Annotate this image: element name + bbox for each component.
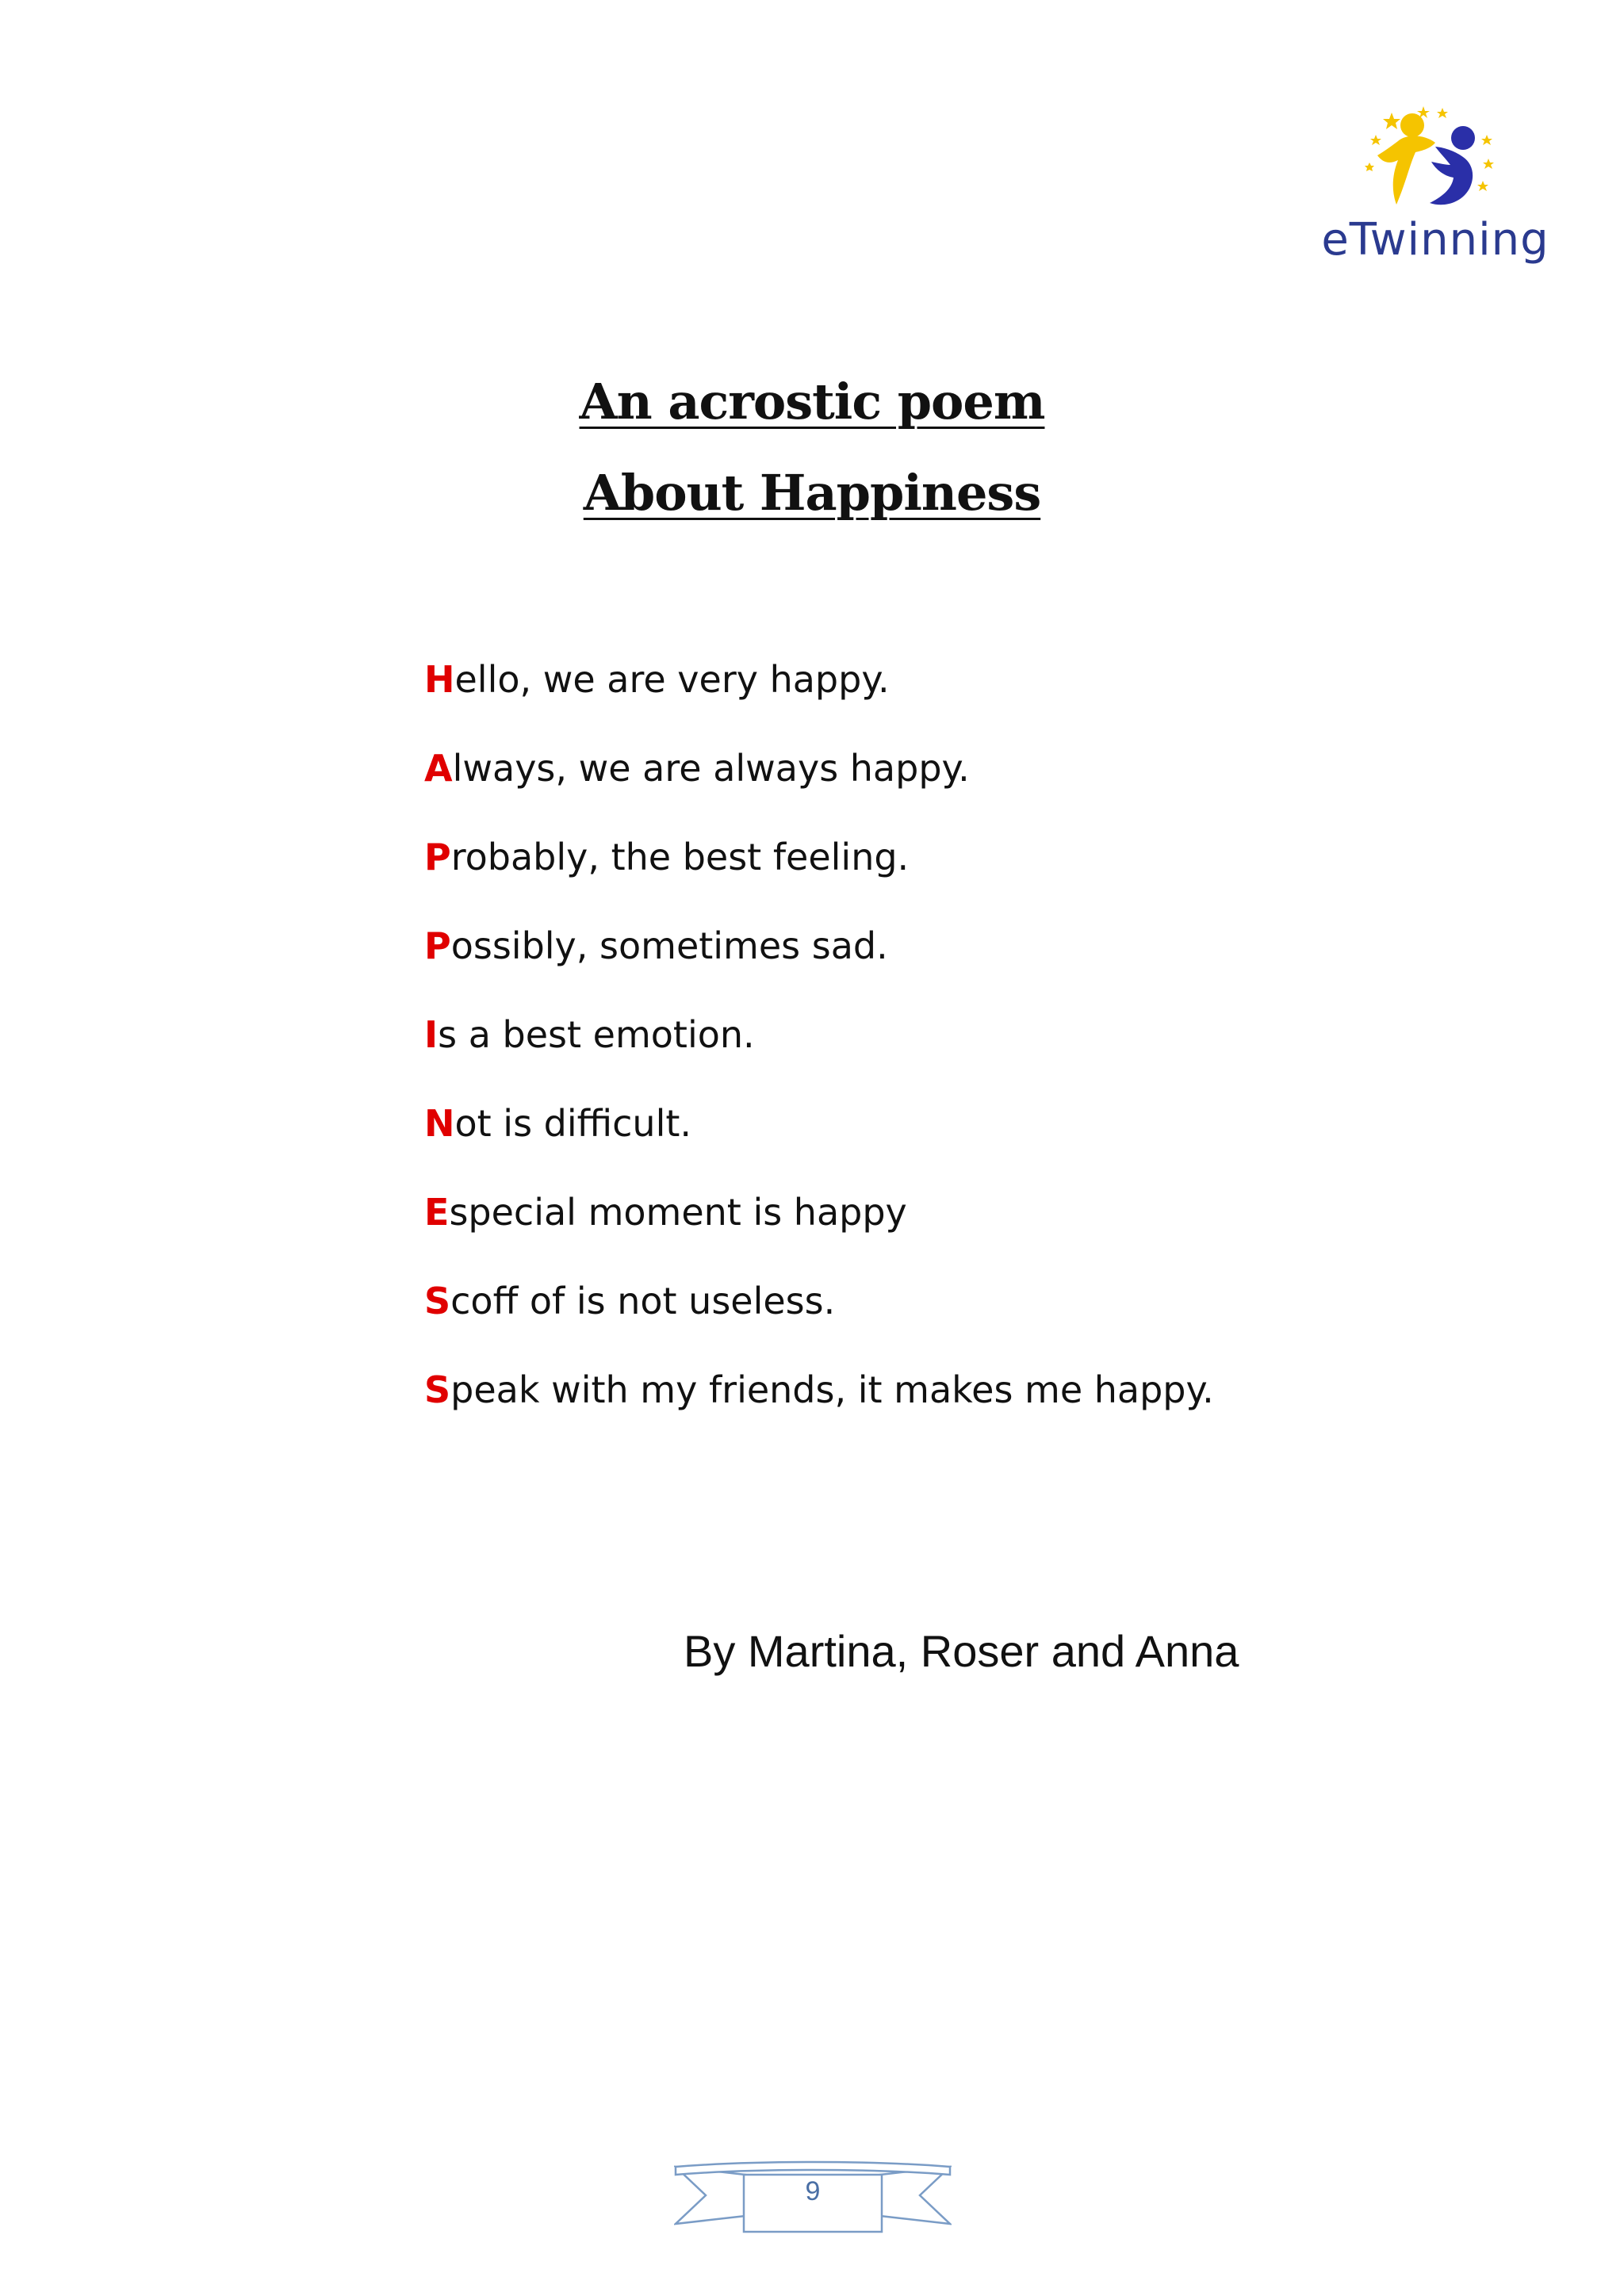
title-line-1: An acrostic poem — [579, 373, 1045, 430]
poem-line-text: lways, we are always happy. — [452, 747, 970, 790]
etwinning-logo — [1316, 103, 1554, 274]
acrostic-letter: P — [424, 836, 451, 878]
title-line-2: About Happiness — [583, 464, 1041, 522]
acrostic-letter: S — [424, 1368, 451, 1411]
poem-line — [424, 1368, 1214, 1457]
acrostic-letter: N — [424, 1102, 455, 1145]
poem-line-text: peak with my friends, it makes me happy. — [450, 1368, 1214, 1411]
poem-line-text: s a best emotion. — [438, 1013, 755, 1056]
poem-line-text: coff of is not useless. — [450, 1280, 836, 1322]
acrostic-letter: S — [424, 1280, 451, 1322]
poem-line-text: ello, we are very happy. — [454, 658, 890, 701]
acrostic-letter: I — [424, 1013, 439, 1056]
page-number-ribbon — [674, 2160, 952, 2236]
poem-line-text: special moment is happy — [449, 1191, 907, 1234]
acrostic-poem — [424, 658, 1214, 1457]
poem-line — [424, 924, 1214, 1013]
acrostic-letter: P — [424, 924, 451, 967]
poem-line — [424, 658, 1214, 747]
poem-line-text: ot is difficult. — [454, 1102, 692, 1145]
etwinning-figures-icon — [1360, 103, 1495, 214]
logo-wordmark: eTwinning — [1321, 214, 1549, 266]
poem-line-text: robably, the best feeling. — [450, 836, 910, 878]
acrostic-letter: H — [424, 658, 455, 701]
acrostic-letter: A — [424, 747, 453, 790]
poem-line — [424, 836, 1214, 924]
poem-line — [424, 1102, 1214, 1191]
poem-line — [424, 1280, 1214, 1368]
acrostic-letter: E — [424, 1191, 450, 1234]
poem-line — [424, 747, 1214, 836]
poem-line — [424, 1013, 1214, 1102]
poem-line — [424, 1191, 1214, 1280]
page-number: 9 — [805, 2176, 821, 2206]
author-byline: By Martina, Roser and Anna — [684, 1626, 1239, 1676]
poem-line-text: ossibly, sometimes sad. — [450, 924, 888, 967]
